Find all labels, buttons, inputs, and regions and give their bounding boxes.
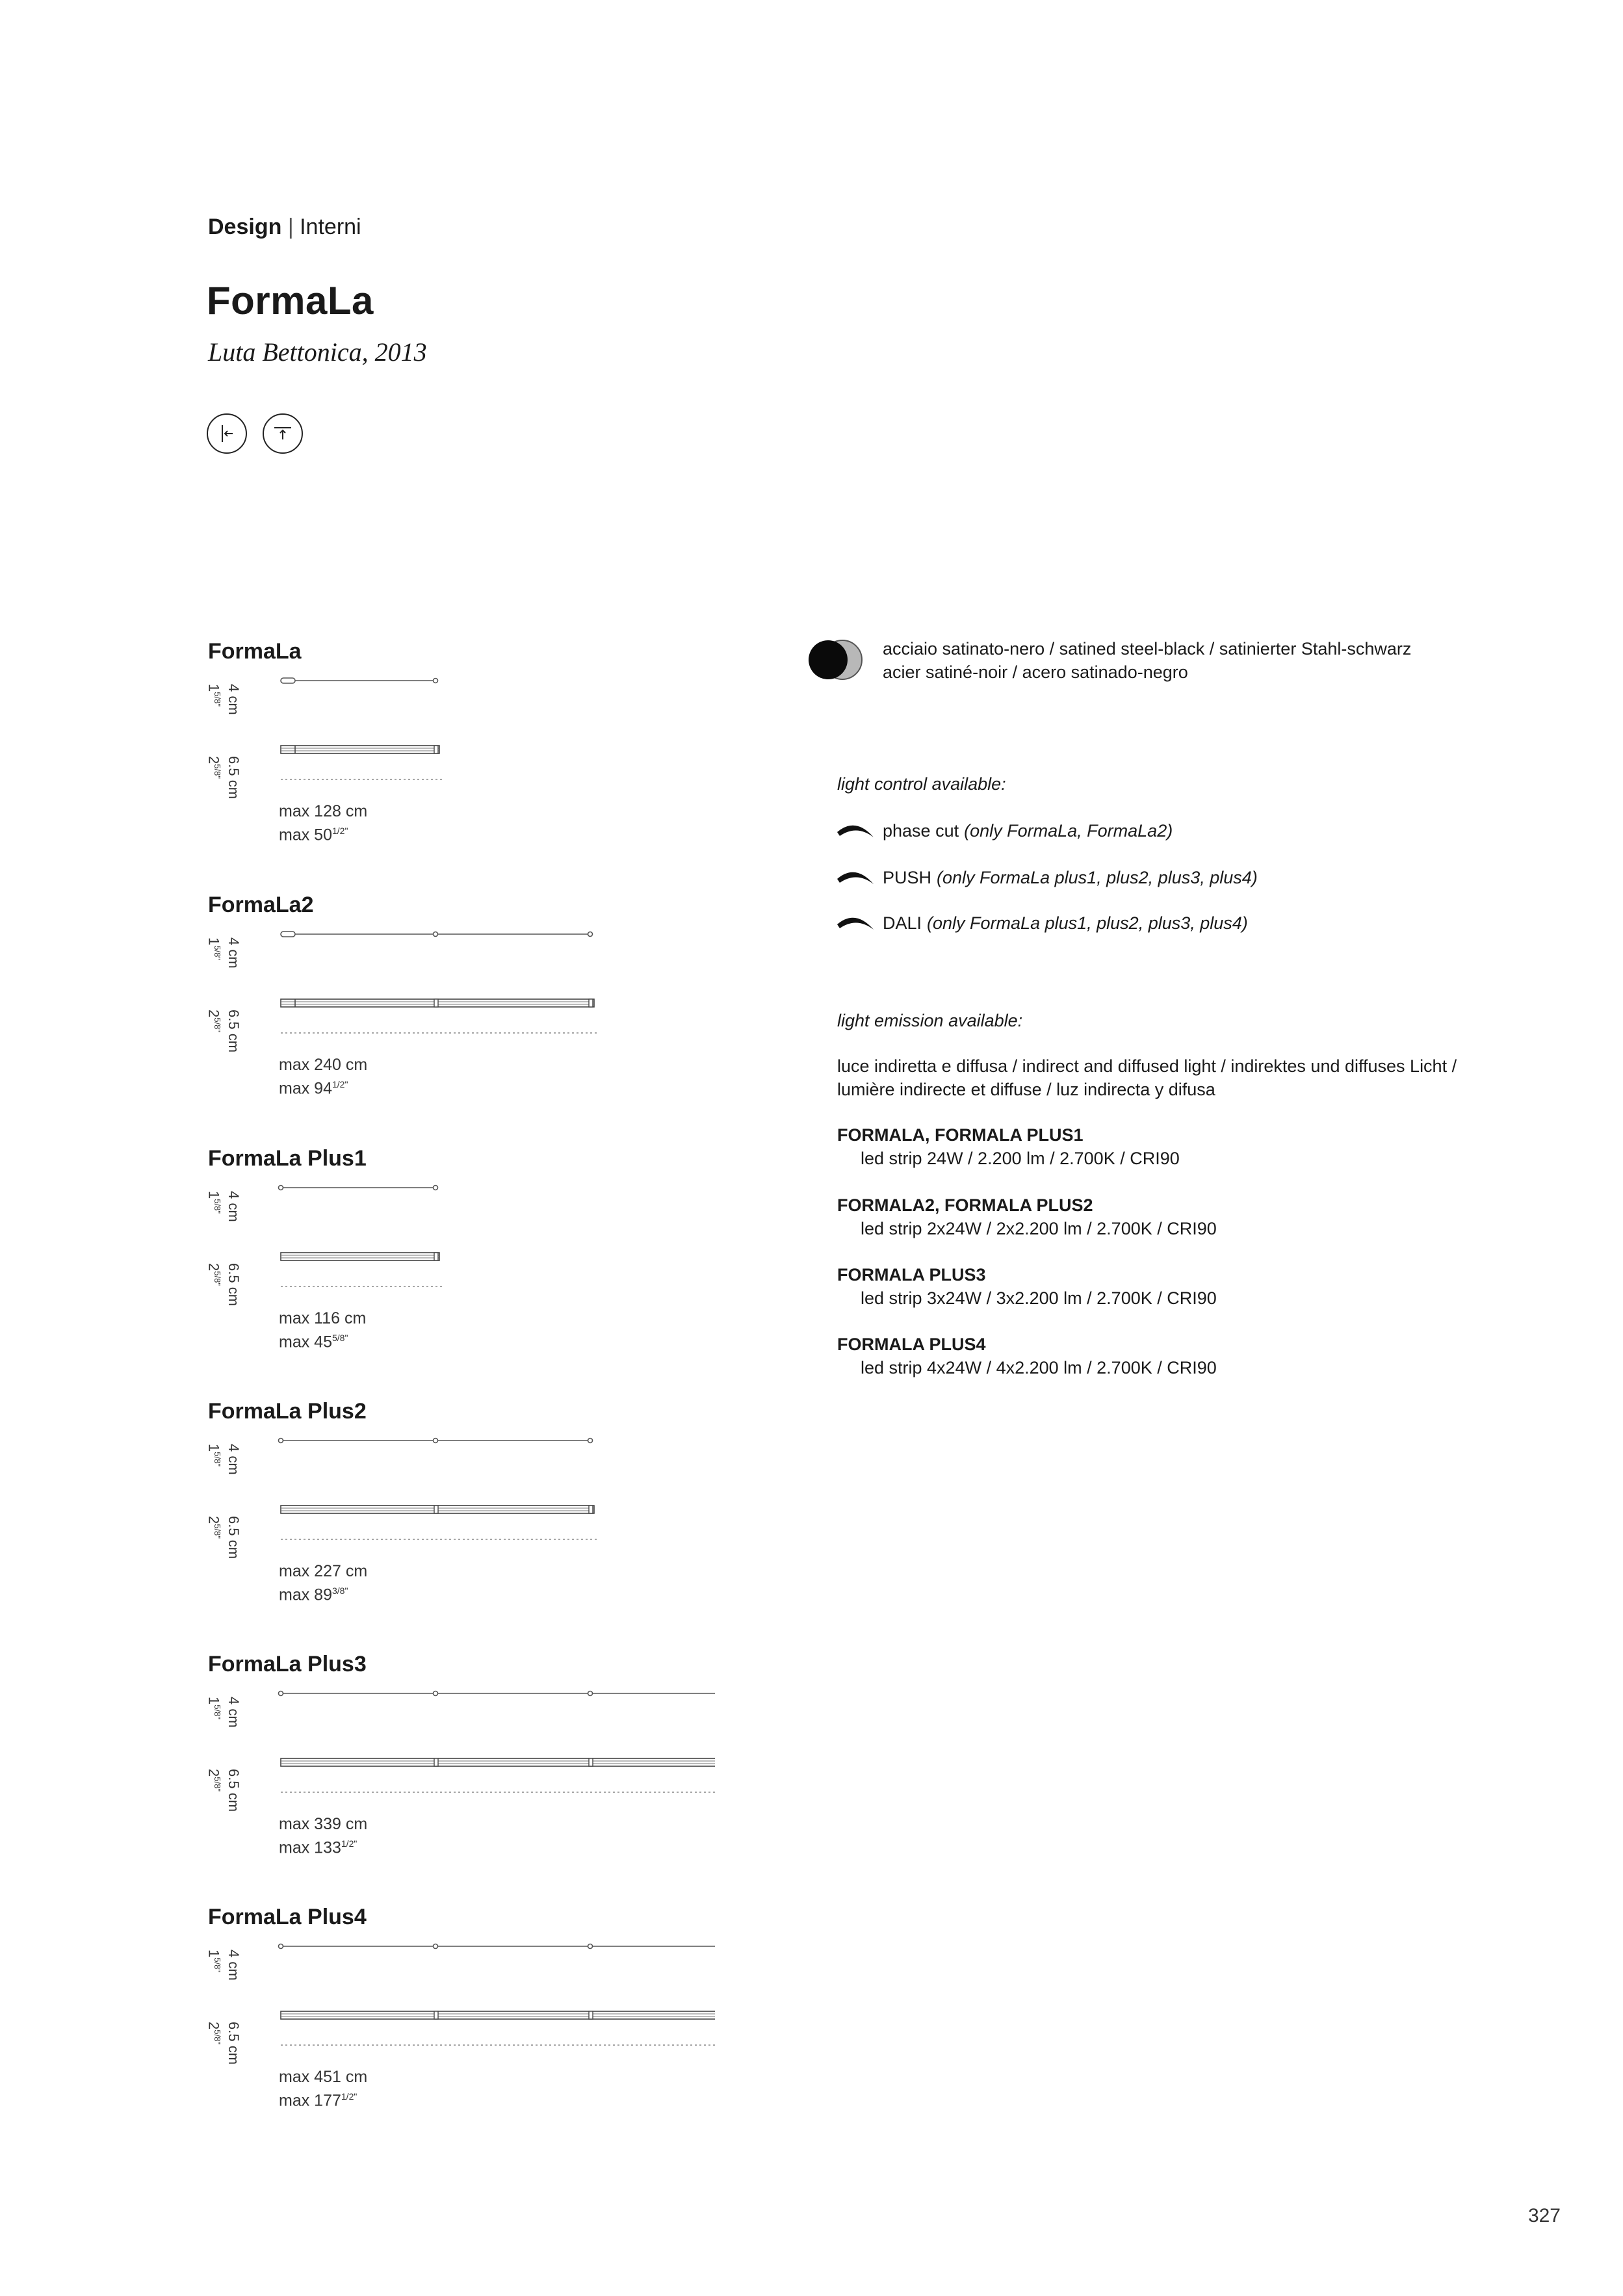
max-in-value: max 50 — [279, 826, 332, 844]
light-emission-desc-2: lumière indirecte et diffuse / luz indirecta y difusa — [837, 1080, 1215, 1099]
max-length-in — [279, 1581, 367, 1604]
joint-block — [434, 1506, 438, 1513]
emission-group-title: FORMALA2, FORMALA PLUS2 — [837, 1195, 1093, 1215]
model-drawing — [0, 1172, 715, 1315]
light-control-note: (only FormaLa, FormaLa2) — [964, 821, 1173, 841]
model-title: FormaLa — [208, 639, 302, 664]
dim-cm: 6.5 cm — [226, 756, 242, 800]
max-length — [279, 802, 367, 844]
model-drawing — [0, 1425, 715, 1568]
joint-node — [434, 679, 438, 683]
dim-frac: 5/8" — [213, 1524, 222, 1539]
dim-frac: 5/8" — [213, 1271, 222, 1286]
end-node — [279, 1691, 283, 1696]
max-in-fraction: 1/2" — [341, 2091, 357, 2102]
joint-node — [588, 1439, 593, 1443]
light-control-item — [835, 865, 1258, 891]
joint-node — [434, 932, 438, 937]
dim-cm: 4 cm — [226, 1950, 242, 1981]
model-drawing — [0, 1678, 715, 1821]
light-control-label: PUSH — [883, 868, 932, 887]
joint-block — [434, 746, 438, 753]
dim-frac: 5/8" — [213, 1957, 222, 1972]
side-view-bar — [281, 2011, 715, 2019]
dim-cm: 6.5 cm — [226, 2022, 242, 2065]
max-in-fraction: 5/8" — [331, 1333, 348, 1343]
emission-group-spec: led strip 24W / 2.200 lm / 2.700K / CRI90 — [861, 1149, 1180, 1168]
model-drawing — [0, 919, 715, 1062]
dim-frac: 5/8" — [213, 1199, 222, 1214]
joint-block — [589, 2011, 593, 2019]
dim-frac: 5/8" — [213, 1452, 222, 1467]
dim-frac: 5/8" — [213, 692, 222, 707]
side-view-bar — [281, 746, 439, 753]
dim-cm: 4 cm — [226, 1191, 242, 1222]
joint-node — [588, 1944, 593, 1949]
side-view-bar — [281, 1253, 439, 1260]
designer: Luta Bettonica, 2013 — [208, 337, 427, 367]
joint-node — [434, 1691, 438, 1696]
black-swatch — [809, 640, 848, 679]
dim-cm: 6.5 cm — [226, 1769, 242, 1812]
dim-frac: 5/8" — [213, 2029, 222, 2044]
max-in-value: max 133 — [279, 1838, 341, 1857]
model-title: FormaLa Plus1 — [208, 1146, 367, 1171]
dim-frac: 5/8" — [213, 1017, 222, 1032]
category-interni: Interni — [300, 215, 361, 239]
max-length — [279, 1309, 366, 1351]
dim-cm: 4 cm — [226, 1444, 242, 1475]
emission-group-spec: led strip 3x24W / 3x2.200 lm / 2.700K / CRI90 — [861, 1288, 1217, 1308]
category-design: Design — [208, 215, 282, 239]
joint-block — [434, 1253, 438, 1260]
page-title: FormaLa — [207, 279, 374, 322]
model-title: FormaLa Plus2 — [208, 1399, 367, 1424]
emission-group-spec: led strip 2x24W / 2x2.200 lm / 2.700K / CRI90 — [861, 1219, 1217, 1238]
model-drawing — [0, 1931, 715, 2074]
emission-group-title: FORMALA PLUS4 — [837, 1335, 986, 1354]
model-title: FormaLa2 — [208, 893, 314, 917]
max-length-in — [279, 1328, 366, 1351]
dim-in: 2 — [205, 2022, 222, 2030]
light-emission-heading: light emission available: — [837, 1011, 1023, 1030]
light-control-label: DALI — [883, 913, 922, 933]
max-length-cm: max 116 cm — [279, 1309, 367, 1327]
max-length-cm: max 339 cm — [279, 1815, 368, 1833]
page-number: 327 — [1527, 2205, 1561, 2226]
joint-node — [588, 932, 593, 937]
dimmer-arc-icon — [835, 818, 876, 844]
emission-group-spec: led strip 4x24W / 4x2.200 lm / 2.700K / CRI90 — [861, 1358, 1217, 1377]
max-in-value: max 177 — [279, 2091, 341, 2110]
joint-node — [434, 1186, 438, 1190]
light-control-note: (only FormaLa plus1, plus2, plus3, plus4) — [927, 913, 1248, 933]
max-length-cm: max 227 cm — [279, 1562, 368, 1580]
dim-in: 2 — [205, 1516, 222, 1524]
finish-line-2: acier satiné-noir / acero satinado-negro — [883, 662, 1188, 682]
finish-line-1: acciaio satinato-nero / satined steel-black / satinierter Stahl-schwarz — [883, 639, 1412, 659]
max-in-value: max 45 — [279, 1333, 332, 1351]
dim-in: 2 — [205, 1263, 222, 1272]
max-length — [279, 1055, 367, 1098]
end-node — [279, 1439, 283, 1443]
model-drawing — [0, 665, 715, 808]
category — [208, 215, 361, 240]
emission-group-title: FORMALA PLUS3 — [837, 1265, 986, 1285]
emission-group — [837, 1333, 1217, 1379]
dim-cm: 6.5 cm — [226, 1516, 242, 1559]
dim-frac: 5/8" — [213, 945, 222, 960]
dim-in: 2 — [205, 1769, 222, 1777]
emission-group — [837, 1263, 1217, 1310]
light-control-heading: light control available: — [837, 774, 1006, 794]
max-in-fraction: 1/2" — [331, 1079, 348, 1089]
joint-block — [434, 1758, 438, 1766]
end-node — [279, 1186, 283, 1190]
model-title: FormaLa Plus3 — [208, 1652, 367, 1676]
dim-cm: 6.5 cm — [226, 1263, 242, 1307]
end-cap — [281, 678, 295, 683]
max-length — [279, 1814, 367, 1857]
end-cap — [281, 932, 295, 937]
max-in-fraction: 1/2" — [341, 1838, 357, 1849]
max-length — [279, 1561, 367, 1604]
dimmer-arc-icon — [835, 865, 876, 891]
light-emission-desc-1: luce indiretta e diffusa / indirect and diffused light / indirektes und diffuses Licht / — [837, 1056, 1457, 1076]
dim-cm: 4 cm — [226, 1697, 242, 1728]
max-length-cm: max 240 cm — [279, 1056, 368, 1074]
dim-cm: 4 cm — [226, 937, 242, 969]
dim-in: 1 — [205, 1697, 222, 1705]
end-node — [279, 1944, 283, 1949]
max-in-fraction: 3/8" — [331, 1585, 348, 1596]
dim-cm: 4 cm — [226, 684, 242, 715]
joint-node — [434, 1944, 438, 1949]
model-title: FormaLa Plus4 — [208, 1905, 367, 1929]
dim-in: 2 — [205, 1010, 222, 1018]
emission-group — [837, 1123, 1180, 1170]
joint-node — [434, 1439, 438, 1443]
dim-frac: 5/8" — [213, 764, 222, 779]
max-in-value: max 89 — [279, 1585, 332, 1604]
category-separator: | — [287, 215, 294, 239]
max-length — [279, 2067, 367, 2110]
max-length-in — [279, 821, 367, 844]
max-length-in — [279, 1075, 367, 1098]
dim-cm: 6.5 cm — [226, 1010, 242, 1053]
joint-block — [589, 999, 593, 1007]
dim-in: 1 — [205, 1191, 222, 1199]
dim-frac: 5/8" — [213, 1777, 222, 1792]
dim-in: 1 — [205, 684, 222, 692]
light-control-item — [835, 818, 1173, 844]
emission-group — [837, 1194, 1217, 1240]
joint-block — [434, 999, 438, 1007]
max-length-in — [279, 2087, 367, 2110]
finish-swatch — [806, 637, 871, 686]
finish-text — [883, 637, 1411, 684]
light-emission-desc — [837, 1054, 1457, 1101]
joint-node — [588, 1691, 593, 1696]
joint-block — [434, 2011, 438, 2019]
dim-in: 2 — [205, 756, 222, 764]
joint-block — [589, 1758, 593, 1766]
ceiling-mount-icon — [263, 413, 303, 454]
max-in-value: max 94 — [279, 1079, 332, 1098]
dim-in: 1 — [205, 1950, 222, 1958]
max-in-fraction: 1/2" — [331, 826, 348, 836]
dim-in: 1 — [205, 1444, 222, 1452]
light-control-label: phase cut — [883, 821, 959, 841]
max-length-cm: max 128 cm — [279, 802, 368, 820]
light-control-item — [835, 910, 1248, 936]
max-length-cm: max 451 cm — [279, 2068, 368, 2086]
side-view-bar — [281, 1758, 715, 1766]
light-control-note: (only FormaLa plus1, plus2, plus3, plus4) — [937, 868, 1258, 887]
emission-group-title: FORMALA, FORMALA PLUS1 — [837, 1125, 1084, 1145]
dim-in: 1 — [205, 937, 222, 946]
joint-block — [589, 1506, 593, 1513]
dim-frac: 5/8" — [213, 1704, 222, 1719]
max-length-in — [279, 1834, 367, 1857]
wall-mount-icon — [207, 413, 247, 454]
dimmer-arc-icon — [835, 910, 876, 936]
